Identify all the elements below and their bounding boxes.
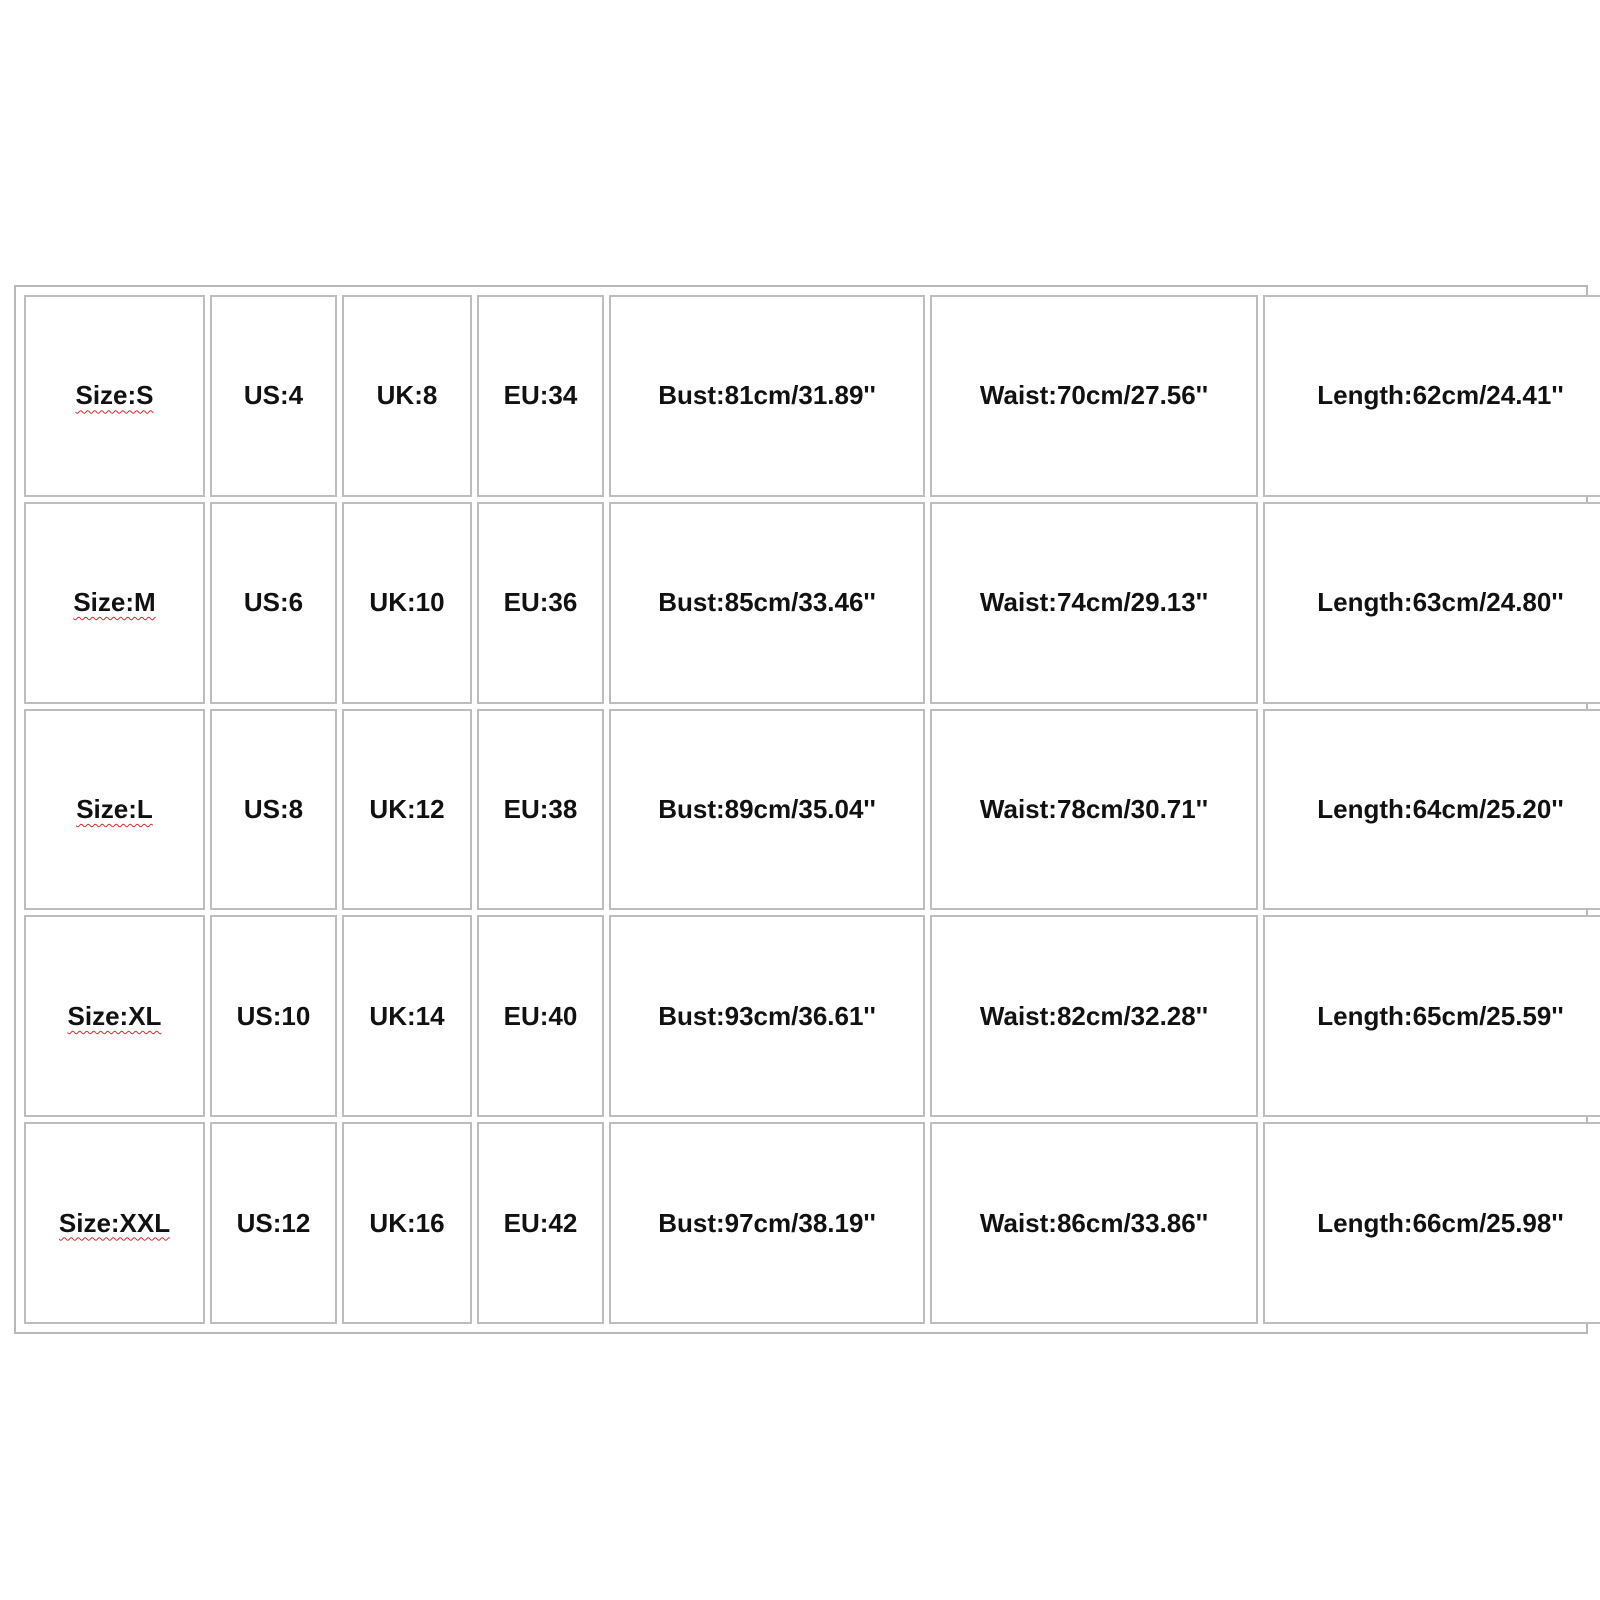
waist-cell: Waist:86cm/33.86''	[930, 1122, 1258, 1324]
size-label: Size:XXL	[58, 1207, 171, 1238]
uk-size-cell: UK:14	[342, 915, 472, 1117]
us-size-cell: US:8	[210, 709, 337, 911]
eu-size-cell: EU:42	[477, 1122, 604, 1324]
size-chart	[14, 285, 1588, 1334]
bust-cell: Bust:93cm/36.61''	[609, 915, 925, 1117]
bust-cell: Bust:97cm/38.19''	[609, 1122, 925, 1324]
uk-size-cell: UK:8	[342, 295, 472, 497]
size-cell	[24, 915, 205, 1117]
waist-cell: Waist:78cm/30.71''	[930, 709, 1258, 911]
length-cell: Length:65cm/25.59''	[1263, 915, 1600, 1117]
table-row	[24, 502, 1600, 704]
length-cell: Length:62cm/24.41''	[1263, 295, 1600, 497]
table-row	[24, 915, 1600, 1117]
table-row	[24, 1122, 1600, 1324]
us-size-cell: US:4	[210, 295, 337, 497]
us-size-cell: US:10	[210, 915, 337, 1117]
size-chart-table	[19, 290, 1600, 1329]
size-cell	[24, 709, 205, 911]
size-cell	[24, 1122, 205, 1324]
size-label: Size:L	[76, 793, 153, 824]
waist-cell: Waist:82cm/32.28''	[930, 915, 1258, 1117]
uk-size-cell: UK:10	[342, 502, 472, 704]
eu-size-cell: EU:40	[477, 915, 604, 1117]
size-label: Size:XL	[67, 1000, 162, 1031]
eu-size-cell: EU:36	[477, 502, 604, 704]
waist-cell: Waist:70cm/27.56''	[930, 295, 1258, 497]
waist-cell: Waist:74cm/29.13''	[930, 502, 1258, 704]
size-label: Size:M	[73, 587, 156, 618]
eu-size-cell: EU:34	[477, 295, 604, 497]
bust-cell: Bust:81cm/31.89''	[609, 295, 925, 497]
us-size-cell: US:12	[210, 1122, 337, 1324]
length-cell: Length:66cm/25.98''	[1263, 1122, 1600, 1324]
size-cell	[24, 295, 205, 497]
table-row	[24, 295, 1600, 497]
size-label: Size:S	[75, 380, 154, 411]
uk-size-cell: UK:16	[342, 1122, 472, 1324]
uk-size-cell: UK:12	[342, 709, 472, 911]
table-row	[24, 709, 1600, 911]
length-cell: Length:64cm/25.20''	[1263, 709, 1600, 911]
bust-cell: Bust:89cm/35.04''	[609, 709, 925, 911]
eu-size-cell: EU:38	[477, 709, 604, 911]
length-cell: Length:63cm/24.80''	[1263, 502, 1600, 704]
size-cell	[24, 502, 205, 704]
us-size-cell: US:6	[210, 502, 337, 704]
bust-cell: Bust:85cm/33.46''	[609, 502, 925, 704]
